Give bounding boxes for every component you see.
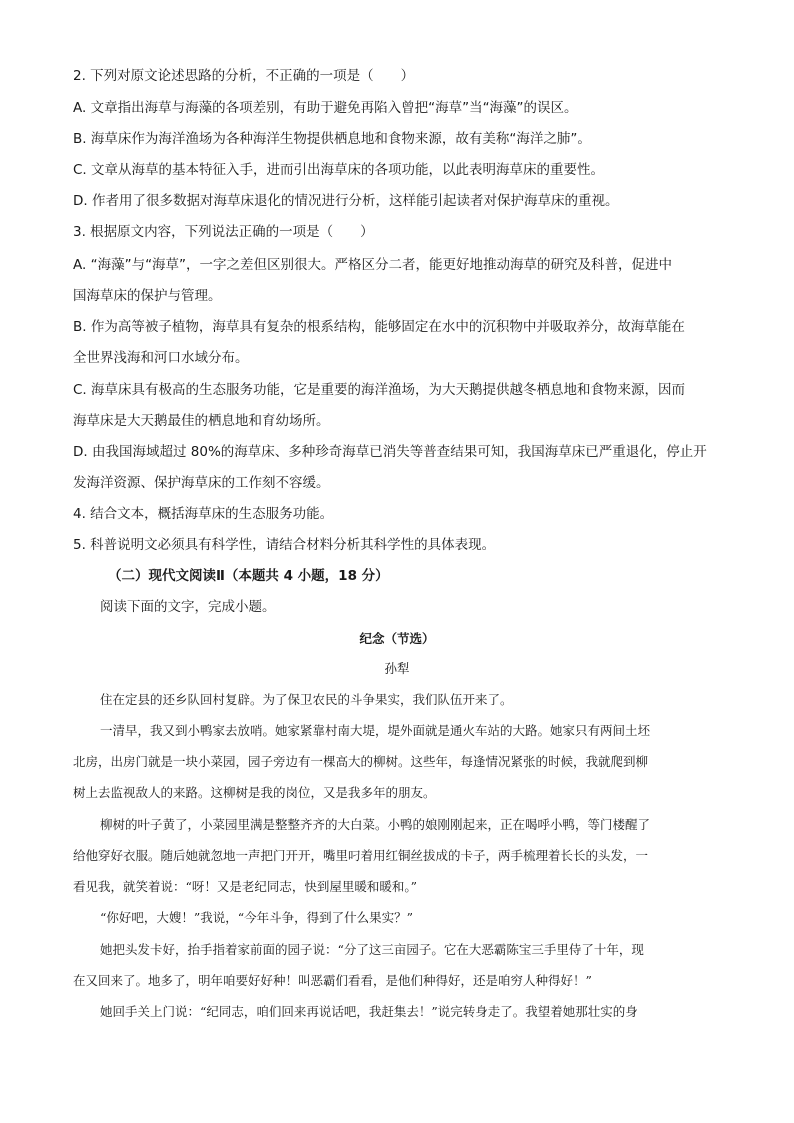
- passage-paragraph-4: “你好吧，大嫂！”我说，“今年斗争，得到了什么果实？”: [100, 910, 414, 925]
- passage-paragraph-2-line-3: 树上去监视敌人的来路。这柳树是我的岗位，又是我多年的朋友。: [73, 785, 436, 800]
- question-3-option-d-cont: 发海洋资源、保护海草床的工作刻不容缓。: [73, 475, 330, 491]
- question-3-option-c-cont: 海草床是大天鹅最佳的栖息地和育幼场所。: [73, 413, 330, 429]
- passage-paragraph-5-line-1: 她把头发卡好，抬手指着家前面的园子说：“分了这三亩园子。它在大恶霸陈宝三手里侍了十年，现: [100, 942, 644, 957]
- passage-author: 孙犁: [384, 661, 410, 676]
- passage-title: 纪念（节选）: [359, 631, 435, 646]
- question-2-option-a: A. 文章指出海草与海藻的各项差别，有助于避免再陷入曾把“海草”当“海藻”的误区。: [73, 100, 578, 116]
- question-2-option-d: D. 作者用了很多数据对海草床退化的情况进行分析，这样能引起读者对保护海草床的重视。: [73, 193, 619, 209]
- question-2-option-b: B. 海草床作为海洋渔场为各种海洋生物提供栖息地和食物来源，故有美称“海洋之肺”。: [73, 131, 591, 147]
- question-4: 4. 结合文本，概括海草床的生态服务功能。: [73, 506, 334, 522]
- passage-paragraph-3-line-3: 看见我，就笑着说：“呀！又是老纪同志，快到屋里暖和暖和。”: [73, 879, 418, 894]
- question-3-option-c: C. 海草床具有极高的生态服务功能，它是重要的海洋渔场，为大天鹅提供越冬栖息地和食物来源，因而: [73, 382, 686, 398]
- passage-paragraph-1: 住在定县的还乡队回村复辟。为了保卫农民的斗争果实，我们队伍开来了。: [100, 692, 513, 707]
- question-2-stem: 2. 下列对原文论述思路的分析，不正确的一项是（ ）: [73, 68, 415, 84]
- question-3-option-b: B. 作为高等被子植物，海草具有复杂的根系结构，能够固定在水中的沉积物中并吸取养分，故海草能在: [73, 319, 685, 335]
- question-3-option-a: A. “海藻”与“海草”，一字之差但区别很大。严格区分二者，能更好地推动海草的研究及科普，促进中: [73, 257, 673, 273]
- section-heading: （二）现代文阅读Ⅱ（本题共 4 小题，18 分）: [108, 568, 389, 584]
- question-2-option-c: C. 文章从海草的基本特征入手，进而引出海草床的各项功能，以此表明海草床的重要性。: [73, 162, 605, 178]
- passage-paragraph-3-line-2: 给他穿好衣服。随后她就忽地一声把门开开，嘴里叼着用红铜丝拔成的卡子，两手梳理着长长的头发，一: [73, 848, 649, 863]
- question-3-option-b-cont: 全世界浅海和河口水域分布。: [73, 350, 249, 366]
- passage-paragraph-6-line-1: 她回手关上门说：“纪同志，咱们回来再说话吧，我赶集去！”说完转身走了。我望着她那壮实的身: [100, 1004, 638, 1019]
- question-3-option-d: D. 由我国海域超过 80%的海草床、多种珍奇海草已消失等普查结果可知，我国海草床已严重退化，停止开: [73, 444, 707, 460]
- question-5: 5. 科普说明文必须具有科学性，请结合材料分析其科学性的具体表现。: [73, 537, 496, 553]
- passage-paragraph-2-line-2: 北房，出房门就是一块小菜园，园子旁边有一棵高大的柳树。这些年，每逢情况紧张的时候，我就爬到柳: [73, 754, 649, 769]
- passage-paragraph-2-line-1: 一清早，我又到小鸭家去放哨。她家紧靠村南大堤，堤外面就是通火车站的大路。她家只有两间土坯: [100, 723, 651, 738]
- passage-paragraph-5-line-2: 在又回来了。地多了，明年咱要好好种！叫恶霸们看看，是他们种得好，还是咱穷人种得好！”: [73, 973, 592, 988]
- passage-paragraph-3-line-1: 柳树的叶子黄了，小菜园里满是整整齐齐的大白菜。小鸭的娘刚刚起来，正在喝呼小鸭，等门楼醒了: [100, 817, 651, 832]
- reading-instruction: 阅读下面的文字，完成小题。: [100, 599, 276, 615]
- question-3-stem: 3. 根据原文内容，下列说法正确的一项是（ ）: [73, 224, 374, 240]
- question-3-option-a-cont: 国海草床的保护与管理。: [73, 288, 222, 304]
